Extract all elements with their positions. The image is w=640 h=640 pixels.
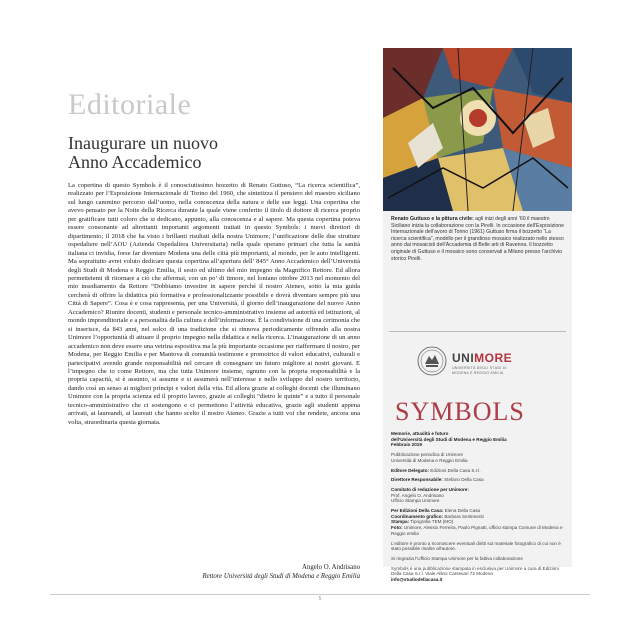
unimore-subtitle [452,366,507,375]
foto-label: Foto: [391,525,403,531]
foto-value: Unimore, Alessio Ferreira, Paolo Pignatti, ufficio stampa Comune di Modena e Reggio emilia [391,525,563,536]
divider [389,331,566,332]
colophon-university: Università di Modena e Reggio Emilia [391,457,468,463]
author-name: Angelo O. Andrisano [302,564,360,571]
thanks-note: Si ringrazia l’Ufficio Stampa Unimore per la fattiva collaborazione [391,555,523,561]
painting-caption [391,216,567,262]
signature-block [68,563,360,581]
colophon-subtitle1: Memorie, attualità e futuro [391,431,449,436]
editore-label: Editore Delegato: [391,467,430,473]
section-heading: Editoriale [68,88,192,121]
article-title [68,134,360,172]
comitato-member: Ufficio Stampa Unimore [391,498,440,504]
direttore-value: Stefano Della Casa [442,477,484,483]
article-body [68,182,360,427]
wordmark-uni: UNI [452,351,475,365]
magazine-title: SYMBOLS [395,397,525,426]
caption-text: agli inizi degli anni ’60 il maestro Siciliano inizia la collaborazione con la Pirelli. In occasione dell’Esposizione Internazionale dell’avoro di Torino (1961) Guttuso firma il bozzetto “La ricerca scientifica”, modello per il grandioso mosaico realizzato nello stesso anno dai mosaicisti dell’Accademia di Belle arti di Ravenna. Il bozzetto originale di Guttuso e il mosaico sono conservati a Milano presso l’archivio storico Pirelli. [391,216,565,262]
article-title-line2: Anno Accademico [68,152,202,172]
colophon-date: Febbraio 2019 [391,442,422,448]
publisher-note: Symbols è una pubblicazione stampata in esclusiva per Unimore a cura di Edizioni Della Casa S.r.l. Viale Allino Carsevari 72 Modena [391,565,559,577]
footer-divider [50,594,590,595]
sidebar-panel [383,48,572,583]
article-title-line1: Inaugurare un nuovo [68,133,218,153]
rights-note: L’editore è pronto a riconoscere eventuali diritti sul materiale fotografico di cui non è stato possibile risalire all’autore. [391,540,561,552]
comitato-label: Comitato di redazione per Unimore: [391,486,469,492]
unimore-logo [383,338,572,398]
university-seal-icon [417,346,447,376]
editorial-column [68,88,360,427]
colophon-publication: Pubblicazione periodica di Unimore [391,452,464,458]
caption-heading: Renato Guttuso e la pittura civile: [391,216,474,222]
unimore-subtitle-line2: MODENA E REGGIO EMILIA [452,370,504,375]
per-edizioni-value: Elena Della Casa [443,508,481,514]
direttore-label: Direttore Responsabile: [391,477,443,483]
coordinamento-label: Coordinamento grafico: [391,513,444,519]
colophon [391,431,567,583]
contact-email: info@studiodellacasa.it [391,577,443,583]
coordinamento-value: Barbara Sentimenti [443,513,484,519]
page-number: 5 [318,596,322,602]
cover-painting-image [383,48,572,211]
unimore-wordmark [452,351,512,365]
article-paragraph: La copertina di questo Symbols è il conosciutissimo bozzetto di Renato Guttuso, “La ricerca scientifica”, realizzato per l’Esposizione Internazionale di Torino del 1960, che sintetizza il pensiero del maestro siciliano sul lungo cammino percorso dall’uomo, nella conoscenza della natura e delle sue leggi. Una copertina che avevo pensato per la Notte della Ricerca durante la quale viene conferito il titolo di dottore di ricerca proprio per gratificare tutti coloro che si dedicano, appunto, alla conoscenza e al sapere. Ma questa copertina poteva essere consonante ad altrettanti importanti argomenti trattati in questo Symbols: i nuovi direttori di dipartimento; il 2018 che ha visto i brillanti risultati della nostra Unimore; l’unificazione delle due strutture ospedaliere nell’AOU (Azienda Ospedaliera Universitaria) nella quale operano primari che tutta la sanità italiana ci invidia, forse far diventare Modena una delle città più importanti, al mondo, per le auto intelligenti. Ma soprattutto avrei voluto dedicare questa copertina all’apertura dell’ 845° Anno Accademico dell’Università degli Studi di Modena e Reggio Emilia, il sesto ed ultimo del mio impegno da Magnifico Rettore. Ed allora permettetemi di ritornare a ciò che affermai, con un po’ di timore, nel lontano ottobre 2013 nel momento del mio insediamento da Rettore “Dobbiamo investire in sapere perché il nostro Ateneo, sotto la mia guida cercherà di offrire la didattica più formativa e professionalizzante possibile e dovrà diventare sempre più una Città di Sapere”. Cosa è e cosa rappresenta, per una Università, il giorno dell’inaugurazione del nuovo Anno Accademico? Riunire docenti, studenti e personale tecnico-amministrativo insieme ad autorità ed istituzioni, al mondo imprenditoriale e a personalità della cultura e dell’informazione. È la condivisione di una cerimonia che si inserisce, da 843 anni, nel solco di una tradizione che si rinnova periodicamente offrendo alla nostra Unimore l’opportunità di attuare il proprio impegno nella didattica e nella ricerca. L’inaugurazione di un anno accademico non deve essere una vetrina espositiva ma la più importante occasione per riaffermare il nostro, per Modena, per Reggio Emilia e per Mantova di comunità testimone e promotrice di valori educativi, culturali e partecipativi avendo grande responsabilità nel cercare di consegnare un futuro migliore ai nostri giovani. E l’impegno che io come Rettore, ma che tutta Unimore insieme, ognuno con la propria responsabilità e la propria capacità, si è assunto, si assume e si assumerà nell’interesse e nello sviluppo del nostro territorio, dando così un senso ai migliori principi e valori della vita. Ed allora grazie ai colleghi docenti che illuminano Unimore con la propria scienza ed il proprio lavoro, grazie ai colleghi “dietro le quinte” e a tutto il personale tecnico-amministrativo che ci sostengono e ci permettono l’attività educativa, grazie agli studenti appena arrivati, ai laureandi, ai laureati che hanno scelto il nostro Ateneo. Grazie a tutti voi che rendete, ancora una volta, straordinaria questa giornata. [68,182,361,426]
per-edizioni-label: Per Edizioni Della Casa: [391,508,444,514]
unimore-subtitle-line1: UNIVERSITÀ DEGLI STUDI DI [452,366,507,370]
stampa-value: Tipografia TEM (MO) [409,519,454,525]
colophon-subtitle2: dell’Università degli Studi di Modena e Reggio Emilia [391,436,507,442]
author-role: Rettore Università degli Studi di Modena e Reggio Emilia [202,573,360,580]
stampa-label: Stampa: [391,519,410,525]
editore-value: Edizioni Della Casa S.r.l. [429,467,481,473]
wordmark-more: MORE [474,351,513,365]
comitato-member: Prof. Angelo O. Andrisano [391,492,444,498]
